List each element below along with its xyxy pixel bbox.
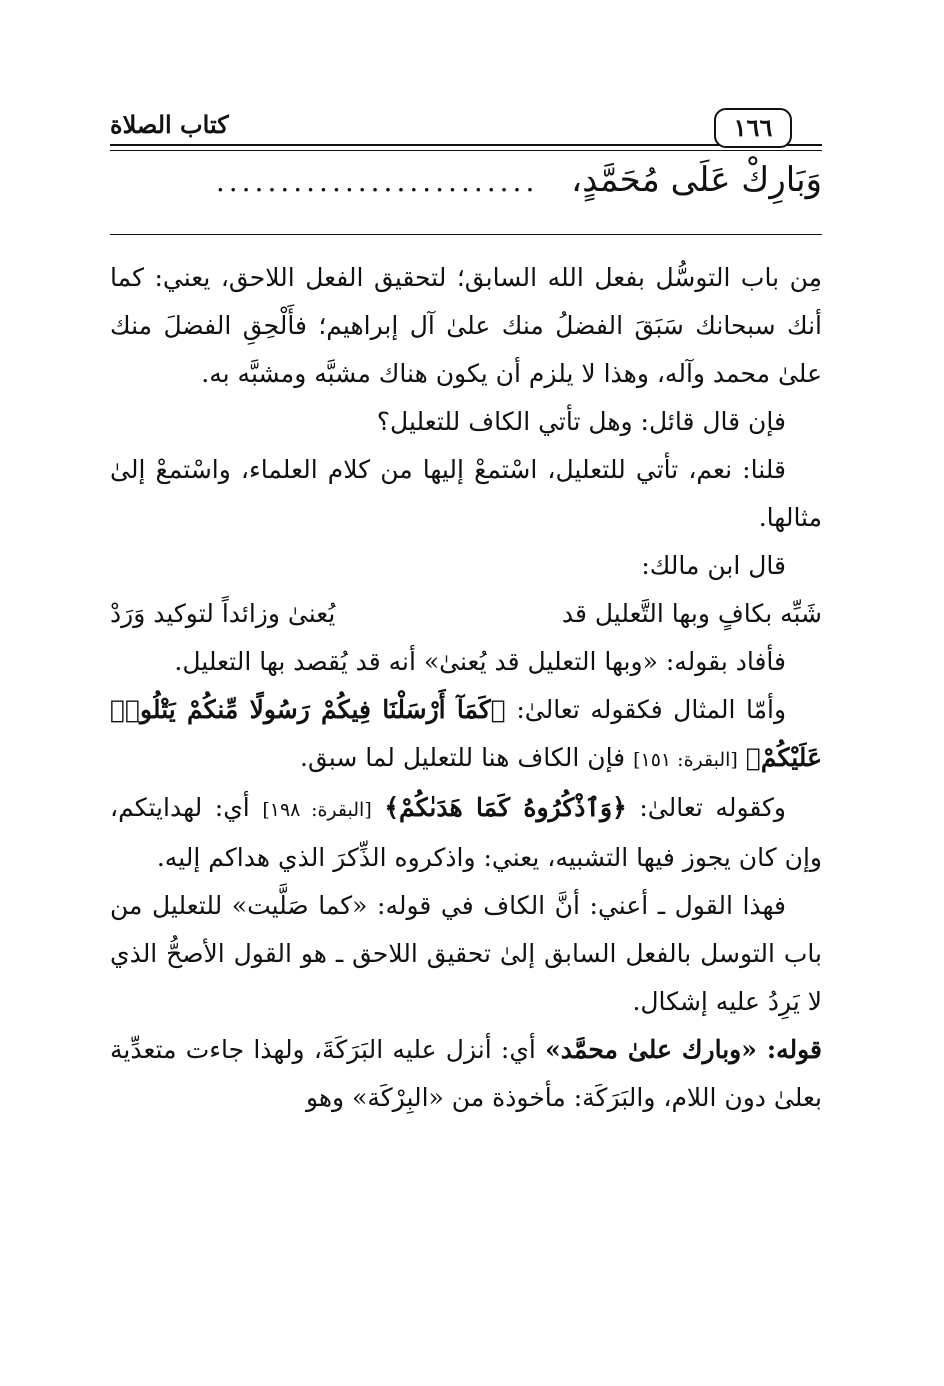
paragraph: قال ابن مالك: (641, 551, 786, 580)
paragraph: مِن باب التوسُّل بفعل الله السابق؛ لتحقيق الفعل اللاحق، يعني: كما أنك سبحانك سَبَقَ الفضلُ منك علىٰ آل إبراهيم؛ فأَلْحِقِ الفضلَ منك علىٰ محمد وآله، وهذا لا يلزم أن يكون هناك مشبَّه ومشبَّه به. (110, 263, 822, 388)
poem-first-hemistich: شَبِّه بكافٍ وبها التَّعليل قد (561, 599, 822, 628)
quran-verse: ﴿وَٱذْكُرُوهُ كَمَا هَدَىٰكُمْ﴾ (384, 793, 627, 822)
paragraph-text: أي: لهدايتكم، وإن كان يجوز فيها التشبيه، يعني: واذكروه الذِّكرَ الذي هداكم إليه. (110, 793, 822, 872)
paragraph (110, 784, 822, 882)
header-rule-thin (110, 150, 822, 151)
paragraph-text: وكقوله تعالىٰ: (639, 793, 786, 822)
paragraph-text: أي: أنزل عليه البَرَكَةَ، ولهذا جاءت متعدِّية بعلىٰ دون اللام، والبَرَكَة: مأخوذة من «البِرْكَة» وهو (110, 1035, 822, 1112)
matn-text: وَبَارِكْ عَلَى مُحَمَّدٍ، (571, 160, 822, 200)
book-title: كتاب الصلاة (110, 110, 229, 139)
matn-divider (110, 234, 822, 235)
matn-dots: ......................... (215, 165, 539, 198)
paragraph: فأفاد بقوله: «وبها التعليل قد يُعنىٰ» أنه قد يُقصد بها التعليل. (174, 647, 786, 676)
poem-second-hemistich: يُعنىٰ وزائداً لتوكيد وَرَدْ (110, 599, 336, 628)
matn-line (110, 160, 822, 220)
quran-verse: ﴿كَمَآ أَرْسَلْنَا فِيكُمْ رَسُولًا مِّنكُمْ يَتْلُوا۟ عَلَيْكُمْ﴾ (110, 695, 822, 772)
paragraph (110, 1026, 822, 1122)
page-number: ١٦٦ (714, 108, 792, 148)
verse-reference: [البقرة: ١٥١] (633, 749, 738, 771)
quoted-lead: قوله: «وبارك علىٰ محمَّد» (545, 1035, 823, 1064)
paragraph-text: فإن الكاف هنا للتعليل لما سبق. (300, 743, 626, 772)
paragraph: قلنا: نعم، تأتي للتعليل، اسْتمعْ إليها من كلام العلماء، واسْتمعْ إلىٰ مثالها. (110, 455, 822, 532)
page-header (110, 108, 822, 152)
paragraph (110, 686, 822, 784)
verse-reference: [البقرة: ١٩٨] (262, 799, 372, 821)
header-rule (110, 144, 822, 146)
paragraph-text: وأمّا المثال فكقوله تعالىٰ: (516, 695, 787, 724)
poem-verse (110, 590, 822, 638)
paragraph: فهذا القول ـ أعني: أنَّ الكاف في قوله: «كما صَلَّيت» للتعليل من باب التوسل بالفعل السابق إلىٰ تحقيق اللاحق ـ هو القول الأصحُّ الذي لا يَرِدُ عليه إشكال. (110, 891, 822, 1016)
commentary-body (110, 254, 822, 1122)
paragraph: فإن قال قائل: وهل تأتي الكاف للتعليل؟ (376, 407, 786, 436)
